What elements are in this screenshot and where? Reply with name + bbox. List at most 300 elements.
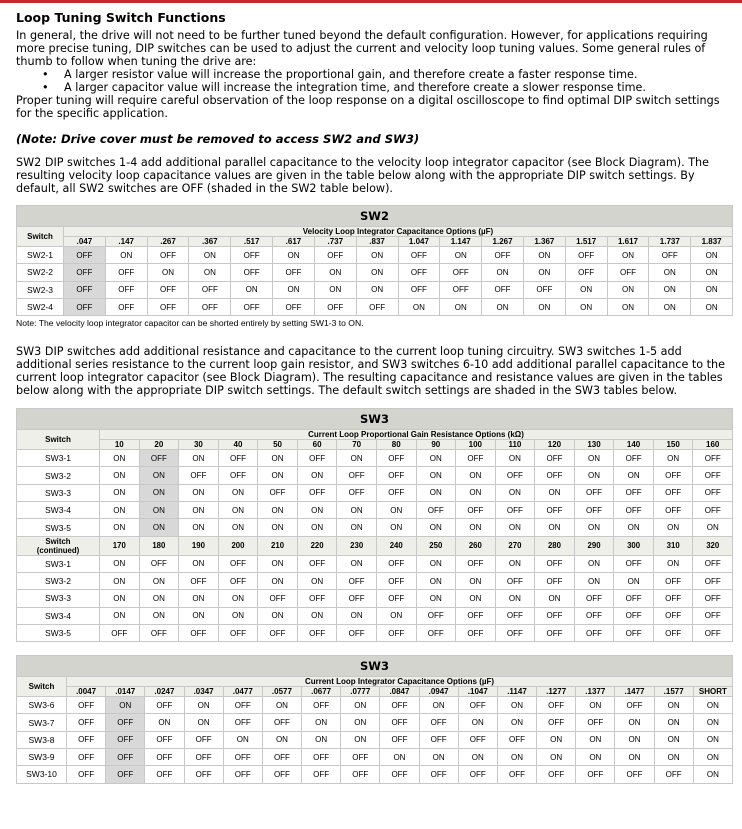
table-cell: ON [497,749,536,766]
document-body [16,10,732,784]
table-cell: ON [297,519,337,536]
table-title: SW2 [17,206,733,227]
table-cell: ON [179,607,219,624]
table-cell: OFF [693,572,733,589]
table-cell: OFF [184,731,223,748]
table-cell: OFF [440,281,482,298]
table-cell: ON [535,484,575,501]
table-cell: ON [416,450,456,467]
table-cell: OFF [537,697,576,714]
table-cell: OFF [64,247,106,264]
table-cell: OFF [693,624,733,641]
table-cell: OFF [105,281,147,298]
column-header: .1477 [615,687,654,697]
cover-note: (Note: Drive cover must be removed to access SW2 and SW3) [16,132,420,146]
table-cell: ON [535,519,575,536]
row-label: SW3-5 [17,519,100,536]
table-cell: OFF [147,298,189,315]
row-label: SW2-1 [17,247,64,264]
table-cell: OFF [653,484,693,501]
table-cell: ON [341,697,380,714]
column-header: 1.837 [691,237,733,247]
table-cell: ON [691,247,733,264]
table-cell: ON [458,714,497,731]
row-label: SW3-9 [17,749,67,766]
table-cell: ON [416,519,456,536]
table-cell: OFF [302,697,341,714]
table-header-row [17,677,733,687]
table-cell: OFF [106,714,145,731]
table-cell: ON [100,450,140,467]
table-cell: ON [139,484,179,501]
column-header: 40 [218,440,258,450]
column-header: 230 [337,536,377,555]
column-header: 270 [495,536,535,555]
column-header: .147 [105,237,147,247]
table-cell: OFF [535,624,575,641]
table-cell: ON [139,607,179,624]
table-cell: OFF [341,749,380,766]
row-label: SW3-6 [17,697,67,714]
table-cell: OFF [380,697,419,714]
table-cell: ON [258,572,298,589]
table-cell: OFF [398,247,440,264]
table-cell: ON [419,749,458,766]
table-cell: OFF [614,607,654,624]
column-header: 90 [416,440,456,450]
table-cell: OFF [376,467,416,484]
column-header: .267 [147,237,189,247]
column-header: 100 [456,440,496,450]
table-cell: OFF [482,281,524,298]
table-cell: OFF [139,624,179,641]
table-cell: ON [456,590,496,607]
table-cell: OFF [458,731,497,748]
column-header: .0247 [145,687,184,697]
column-header: 60 [297,440,337,450]
table-cell: OFF [537,766,576,783]
table-cell: ON [614,467,654,484]
table-cell: OFF [179,624,219,641]
table-cell: OFF [314,298,356,315]
table-row [17,555,733,572]
table-cell: OFF [535,555,575,572]
table-cell: ON [179,519,219,536]
table-cell: ON [337,502,377,519]
table-cell: ON [537,749,576,766]
table-cell: OFF [614,502,654,519]
row-label: SW3-2 [17,467,100,484]
table-cell: OFF [693,484,733,501]
table-cell: OFF [273,264,315,281]
table-cell: ON [147,264,189,281]
table-cell: OFF [614,590,654,607]
table-cell: OFF [615,766,654,783]
table-cell: OFF [535,607,575,624]
table-cell: OFF [416,502,456,519]
table-cell: OFF [64,281,106,298]
table-cell: OFF [145,731,184,748]
table-cell: ON [258,607,298,624]
table-cell: OFF [495,502,535,519]
table-cell: OFF [67,697,106,714]
table-title-row [17,656,733,677]
table-cell: OFF [380,714,419,731]
table-cell: ON [565,281,607,298]
table-cell: OFF [458,697,497,714]
table-cell: ON [179,590,219,607]
table-cell: OFF [693,502,733,519]
table-cell: ON [139,519,179,536]
table-cell: OFF [297,555,337,572]
table-cell: OFF [458,766,497,783]
table-cell: OFF [535,450,575,467]
table-cell: ON [145,714,184,731]
table-cell: ON [380,749,419,766]
table-cell: OFF [273,298,315,315]
table-cell: ON [440,247,482,264]
table-cell: ON [297,607,337,624]
table-cell: ON [576,697,615,714]
table-cell: ON [693,731,732,748]
table-cell: ON [341,714,380,731]
column-header: 240 [376,536,416,555]
table-cell: OFF [302,749,341,766]
section-heading: Loop Tuning Switch Functions [16,10,226,25]
table-cell: ON [495,484,535,501]
table-cell: OFF [376,590,416,607]
column-header: .1047 [458,687,497,697]
column-header: 320 [693,536,733,555]
column-header: .837 [356,237,398,247]
row-label: SW3-1 [17,450,100,467]
table-cell: OFF [607,264,649,281]
table-cell: ON [535,590,575,607]
table-cell: ON [106,697,145,714]
table-cell: ON [416,572,456,589]
table-cell: OFF [380,766,419,783]
table-cell: OFF [139,555,179,572]
table-cell: OFF [398,281,440,298]
table-cell: ON [218,519,258,536]
table-cell: ON [654,731,693,748]
table-cell: ON [258,467,298,484]
table-cell: OFF [482,247,524,264]
table-cell: OFF [337,624,377,641]
table-cell: OFF [64,264,106,281]
table-cell: ON [693,766,732,783]
table-cell: OFF [614,484,654,501]
table-cell: OFF [416,624,456,641]
table-cell: ON [456,572,496,589]
table-cell: ON [523,247,565,264]
table-cell: ON [337,450,377,467]
column-header: .0577 [262,687,301,697]
table-cell: OFF [565,264,607,281]
table-cell: OFF [231,298,273,315]
table-cell: OFF [337,484,377,501]
column-header: 210 [258,536,298,555]
table-cell: ON [100,484,140,501]
column-header: 300 [614,536,654,555]
table-row [17,484,733,501]
table-cell: OFF [105,264,147,281]
column-header: 120 [535,440,575,450]
table-cell: ON [179,555,219,572]
row-label: SW3-4 [17,502,100,519]
group-header: Current Loop Integrator Capacitance Options (µF) [67,677,733,687]
table-cell: ON [615,731,654,748]
table-cell: ON [356,264,398,281]
table-cell: ON [223,731,262,748]
table-title: SW3 [17,409,733,430]
table-title: SW3 [17,656,733,677]
table-cell: ON [574,555,614,572]
table-cell: OFF [67,749,106,766]
table-cell: ON [416,555,456,572]
table-cell: ON [523,298,565,315]
table-cell: ON [258,450,298,467]
table-cell: OFF [649,247,691,264]
column-header: 250 [416,536,456,555]
row-label: SW3-8 [17,731,67,748]
table-cell: ON [100,502,140,519]
table-cell: ON [574,450,614,467]
table-cell: ON [258,519,298,536]
table-cell: ON [576,731,615,748]
row-label: SW3-4 [17,607,100,624]
column-header: 190 [179,536,219,555]
table-cell: OFF [218,555,258,572]
table-header-row [17,430,733,440]
row-label: SW3-5 [17,624,100,641]
table-cell: ON [654,714,693,731]
column-header: 10 [100,440,140,450]
table-cell: ON [497,714,536,731]
table-cell: ON [100,519,140,536]
table-cell: ON [105,247,147,264]
table-cell: OFF [231,247,273,264]
column-header: .0047 [67,687,106,697]
table-cell: OFF [398,264,440,281]
column-header: 80 [376,440,416,450]
table-cell: OFF [456,502,496,519]
table-cell: OFF [67,766,106,783]
table-cell: ON [179,450,219,467]
column-header: 110 [495,440,535,450]
table-cell: ON [614,519,654,536]
row-label: SW3-3 [17,590,100,607]
table-cell: ON [565,298,607,315]
switch-continued-sublabel: (continued) [36,545,80,555]
table-cell: ON [231,281,273,298]
table-cell: OFF [653,467,693,484]
table-cell: ON [653,555,693,572]
table-cell: OFF [100,624,140,641]
table-cell: ON [356,247,398,264]
table-cell: ON [139,467,179,484]
table-cell: OFF [574,502,614,519]
column-header: 180 [139,536,179,555]
table-row [17,624,733,641]
table-cell: OFF [419,714,458,731]
table-cell: OFF [693,555,733,572]
table-cell: OFF [574,607,614,624]
table-cell: OFF [341,766,380,783]
table-cell: ON [495,555,535,572]
table-cell: OFF [495,467,535,484]
table-cell: OFF [145,749,184,766]
table-cell: OFF [189,298,231,315]
table-row [17,766,733,783]
column-header: 130 [574,440,614,450]
table-cell: ON [297,467,337,484]
table-cell: OFF [380,731,419,748]
table-cell: OFF [535,467,575,484]
table-cell: OFF [223,749,262,766]
table-cell: ON [314,281,356,298]
column-header: 30 [179,440,219,450]
table-cell: OFF [614,450,654,467]
proper-tuning-paragraph: Proper tuning will require careful observation of the loop response on a digital oscilloscope to find optimal DIP switch settings for the specific application. [16,94,720,120]
table-cell: ON [654,749,693,766]
table-cell: OFF [574,484,614,501]
table-cell: OFF [537,714,576,731]
table-cell: ON [273,281,315,298]
column-header: .0477 [223,687,262,697]
column-header-row [17,440,733,450]
table-cell: ON [273,247,315,264]
sw2-intro-paragraph: SW2 DIP switches 1-4 add additional parallel capacitance to the velocity loop integrator capacitor (see Block Diagram). The resulting velocity loop capacitance values are given in the table below along with the appropriate DIP switch settings. By default, all SW2 switches are OFF (shaded in the SW2 table below). [16,156,710,195]
table-cell: OFF [614,555,654,572]
table-cell: OFF [218,572,258,589]
table-cell: ON [607,247,649,264]
table-cell: OFF [184,749,223,766]
table-cell: ON [458,749,497,766]
table-cell: ON [482,264,524,281]
table-cell: ON [654,697,693,714]
row-label: SW2-4 [17,298,64,315]
table-cell: OFF [574,590,614,607]
table-cell: ON [693,714,732,731]
table-row [17,247,733,264]
table-cell: OFF [456,450,496,467]
table-cell: OFF [105,298,147,315]
table-cell: ON [139,502,179,519]
table-row [17,467,733,484]
bullet-icon: • [42,81,49,94]
column-header: 200 [218,536,258,555]
column-header: .0347 [184,687,223,697]
column-header: 1.267 [482,237,524,247]
table-title-row [17,409,733,430]
table-cell: OFF [615,697,654,714]
table-cell: OFF [440,264,482,281]
column-header: .0677 [302,687,341,697]
table-row [17,714,733,731]
table-cell: ON [100,555,140,572]
table-row [17,264,733,281]
table-cell: ON [456,519,496,536]
table-cell: ON [398,298,440,315]
table-cell: ON [649,281,691,298]
group-header: Velocity Loop Integrator Capacitance Options (µF) [64,227,733,237]
table-cell: ON [456,484,496,501]
table-cell: OFF [337,572,377,589]
row-label: SW3-1 [17,555,100,572]
column-header: 260 [456,536,496,555]
table-cell: OFF [106,766,145,783]
table-cell: ON [693,519,733,536]
table-cell: ON [179,502,219,519]
table-cell: OFF [337,590,377,607]
table-cell: ON [258,555,298,572]
table-cell: OFF [574,624,614,641]
table-cell: ON [419,697,458,714]
table-cell: ON [537,731,576,748]
table-cell: OFF [376,572,416,589]
list-item: • A larger capacitor value will increase the integration time, and therefore create a slower response time. [42,81,646,94]
table-cell: OFF [495,572,535,589]
table-cell: ON [218,484,258,501]
table-cell: ON [184,697,223,714]
table-cell: OFF [419,731,458,748]
table-cell: OFF [576,766,615,783]
column-header-row [17,237,733,247]
table-cell: ON [189,264,231,281]
table-cell: OFF [495,607,535,624]
table-row [17,519,733,536]
table-cell: OFF [179,467,219,484]
table-cell: ON [376,502,416,519]
table-cell: ON [302,714,341,731]
table-cell: OFF [297,590,337,607]
table-cell: OFF [523,281,565,298]
table-cell: ON [100,572,140,589]
table-cell: OFF [147,281,189,298]
switch-continued-header [17,536,100,555]
table-cell: ON [653,450,693,467]
table-row [17,749,733,766]
column-header: 50 [258,440,298,450]
table-cell: ON [440,298,482,315]
switch-header: Switch [17,677,67,697]
column-header: .367 [189,237,231,247]
table-cell: OFF [106,731,145,748]
table-row [17,281,733,298]
column-header: .047 [64,237,106,247]
column-header: 220 [297,536,337,555]
column-header-row [17,687,733,697]
table-cell: OFF [189,281,231,298]
table-cell: OFF [314,247,356,264]
table-cell: ON [100,590,140,607]
sw3-intro-paragraph: SW3 DIP switches add additional resistance and capacitance to the current loop tuning circuitry. SW3 switches 1-5 add additional series resistance to the current loop gain resistor, and SW3 switches 6-10 add additional parallel capacitance to the current loop integrator capacitor (see Block Diagram). The resulting capacitance and resistance values are given in the tables below along with the appropriate DIP switch settings. The default switch settings are shaded in the SW3 tables below. [16,345,726,398]
column-header: .0847 [380,687,419,697]
table-cell: OFF [653,502,693,519]
table-cell: ON [416,590,456,607]
table-cell: OFF [218,624,258,641]
table-cell: OFF [653,607,693,624]
table-cell: ON [691,298,733,315]
table-cell: ON [691,281,733,298]
column-header: .737 [314,237,356,247]
table-cell: ON [614,572,654,589]
table-title-row [17,206,733,227]
table-cell: ON [653,519,693,536]
table-cell: OFF [653,590,693,607]
table-cell: OFF [653,572,693,589]
